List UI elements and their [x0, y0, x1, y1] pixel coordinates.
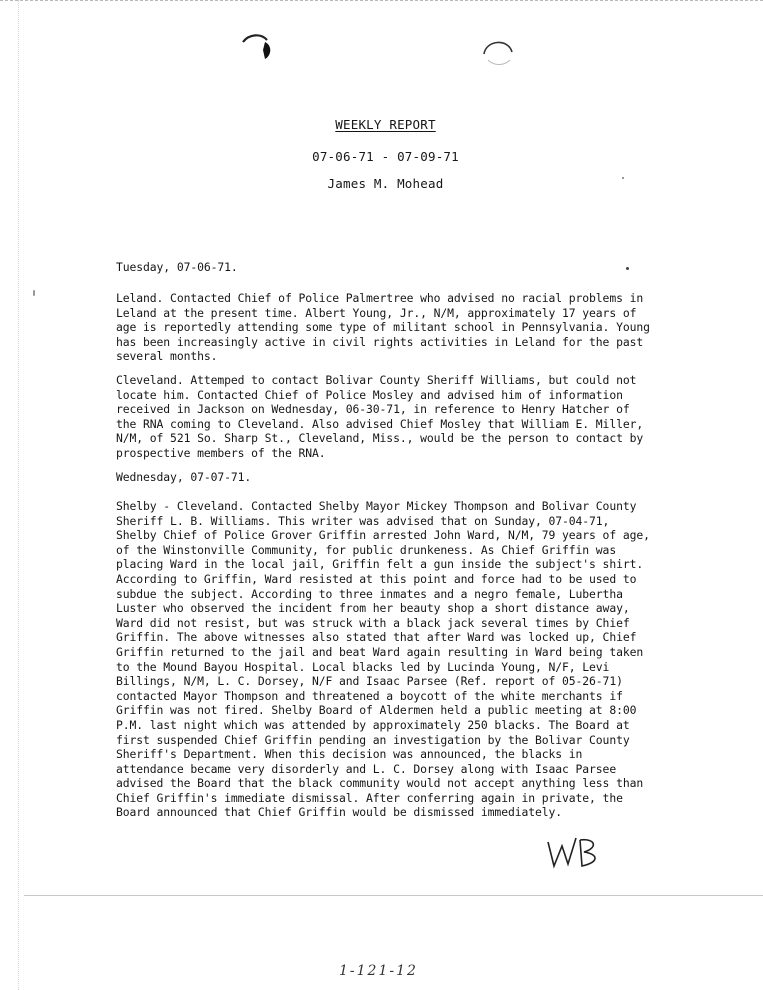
report-title: WEEKLY REPORT — [335, 117, 436, 132]
paragraph-shelby-cleveland: Shelby - Cleveland. Contacted Shelby Mayor Mickey Thompson and Bolivar County Sheriff L. B. Williams. This writer was advised that on Sunday, 07-04-71, Shelby Chief of Police Grover Griffin arrested John Ward, N/M, 79 years of age, of the Winstonville Community, for public drunkeness. As Chief Griffin was placing Ward in the local jail, Griffin felt a gun inside the subject's shirt. According to Griffin, Ward resisted at this point and force had to be used to subdue the subject. According to three inmates and a negro female, Lubertha Luster who observed the incident from her beauty shop a short distance away, Ward did not resist, but was struck with a black jack several times by Chief Griffin. The above witnesses also stated that after Ward was locked up, Chief Griffin returned to the jail and beat Ward again resulting in Ward being taken to the Mound Bayou Hospital. Local blacks led by Lucinda Young, N/F, Levi Billings, N/M, L. C. Dorsey, N/F and Isaac Parsee (Ref. report of 05-26-71) contacted Mayor Thompson and threatened a boycott of the white merchants if Griffin was not fired. Shelby Board of Aldermen held a public meeting at 8:00 P.M. last night which was attended by approximately 250 blacks. The Board at first suspended Chief Griffin pending an investigation by the Bolivar County Sheriff's Department. When this decision was announced, the blacks in attendance became very disorderly and L. C. Dorsey along with Isaac Parsee advised the Board that the black community would not accept anything less than Chief Griffin's immediate dismissal. After conferring again in private, the Board announced that Chief Griffin would be dismissed immediately. — [116, 499, 650, 820]
report-dates: 07-06-71 - 07-09-71 — [312, 149, 459, 164]
entry-date: Tuesday, 07-06-71. — [116, 260, 238, 274]
paragraph-cleveland: Cleveland. Attemped to contact Bolivar County Sheriff Williams, but could not locate him. Contacted Chief of Police Mosley and advised him of information received in Jackson on Wednesday, 06-30-71, in reference to Henry Hatcher of the RNA coming to Cleveland. Also advised Chief Mosley that William E. Miller, N/M, of 521 So. Sharp St., Cleveland, Miss., would be the person to contact by prospective members of the RNA. — [116, 373, 644, 460]
punch-hole-left-icon — [237, 30, 279, 66]
paragraph-leland: Leland. Contacted Chief of Police Palmertree who advised no racial problems in Leland at the present time. Albert Young, Jr., N/M, approximately 17 years of age is reportedly attending some type of militant school in Pennsylvania. Young has been increasingly active in civil rights activities in Leland for the past several months. — [116, 291, 650, 364]
handwritten-initials — [544, 832, 606, 872]
entry-date: Wednesday, 07-07-71. — [116, 470, 252, 484]
report-author: James M. Mohead — [327, 176, 444, 191]
document-stamp: 1-121-12 — [339, 963, 418, 979]
punch-hole-right-icon — [478, 34, 518, 70]
scan-speck — [33, 290, 35, 296]
footer-rule — [24, 895, 763, 896]
initials-text: WB — [544, 832, 546, 833]
scan-speck — [626, 267, 629, 270]
perforation-top — [0, 0, 763, 1]
scan-speck — [622, 177, 624, 179]
